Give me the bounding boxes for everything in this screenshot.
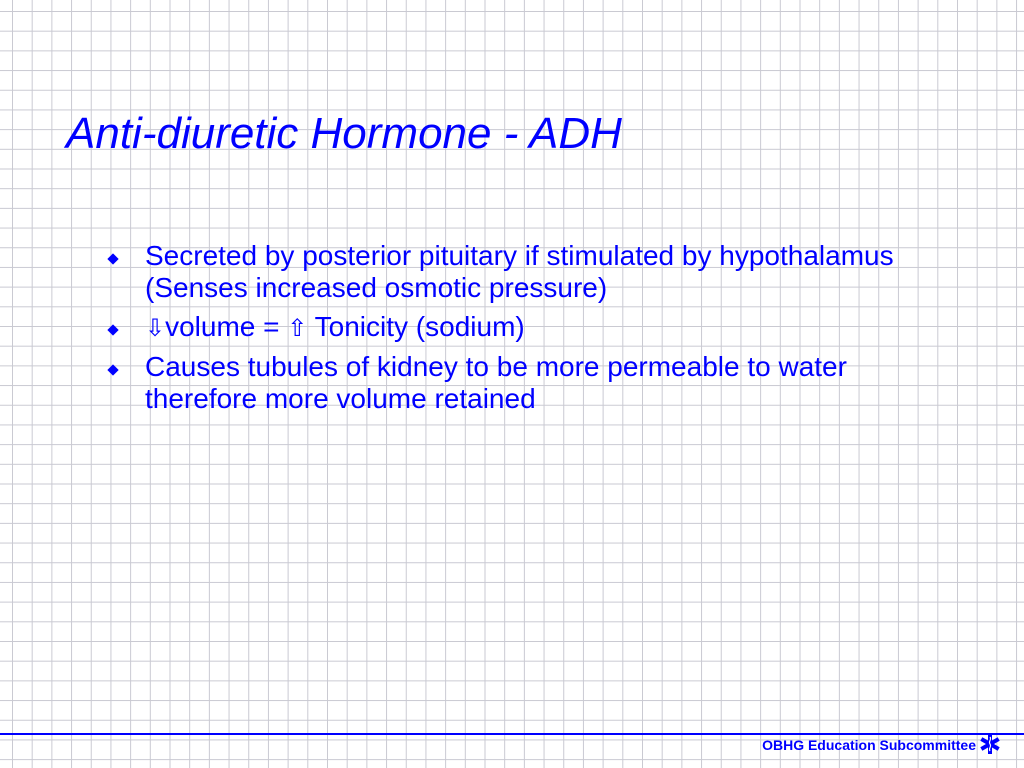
diamond-bullet-icon	[107, 253, 118, 264]
bullet-text: Tonicity (sodium)	[307, 311, 525, 342]
bullet-text: Causes tubules of kidney to be more permeable to water therefore more volume retained	[145, 351, 847, 414]
bullet-item	[105, 351, 905, 415]
slide-title: Anti-diuretic Hormone - ADH	[66, 109, 622, 158]
diamond-bullet-icon	[107, 324, 118, 335]
up-arrow-icon: ⇧	[287, 314, 308, 342]
footer-label: OBHG Education Subcommittee	[762, 737, 976, 753]
footer-divider	[0, 733, 1024, 735]
bullet-item	[105, 311, 905, 344]
bullet-text: Secreted by posterior pituitary if stimulated by hypothalamus (Senses increased osmotic pressure)	[145, 240, 894, 303]
bullet-item	[105, 240, 905, 304]
down-arrow-icon: ⇩	[145, 314, 166, 342]
bullet-text: volume =	[165, 311, 288, 342]
star-of-life-icon	[980, 733, 1000, 755]
bullet-list	[105, 240, 905, 422]
diamond-bullet-icon	[107, 364, 118, 375]
